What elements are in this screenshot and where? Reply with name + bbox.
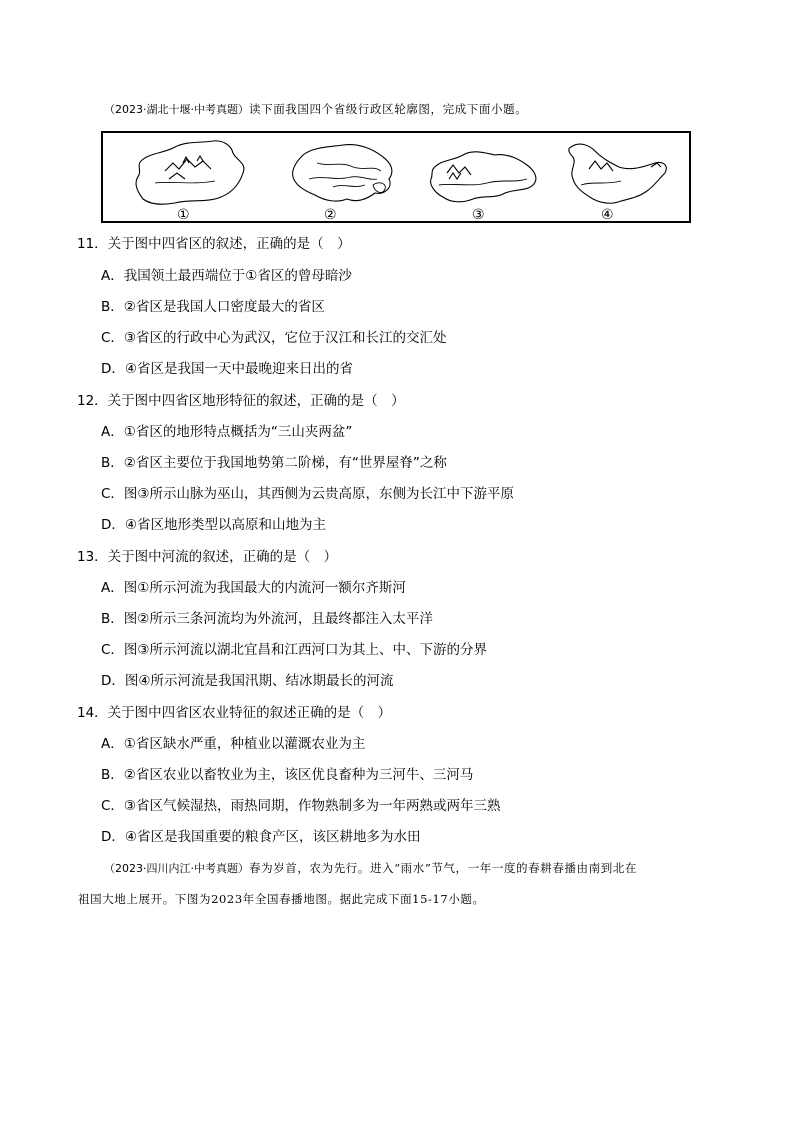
question-14-option-d: D．④省区是我国重要的粮食产区，该区耕地多为水田 <box>101 829 421 845</box>
map-label-2: ② <box>324 207 337 223</box>
question-13-stem: 13．关于图中河流的叙述，正确的是（ ） <box>77 549 338 565</box>
map-label-4: ④ <box>601 207 614 223</box>
intro-source-1: （2023·湖北十堰·中考真题） <box>104 103 249 116</box>
map-label-1: ① <box>177 207 190 223</box>
question-11-stem: 11．关于图中四省区的叙述，正确的是（ ） <box>77 236 351 252</box>
intro-text-2-line-2: 祖国大地上展开。下图为2023年全国春播地图。据此完成下面15-17小题。 <box>78 892 485 906</box>
question-11-option-b: B．②省区是我国人口密度最大的省区 <box>101 299 325 315</box>
province-outline-figure <box>101 131 691 223</box>
intro-text-2-line-1: 春为岁首，农为先行。进入“雨水”节气，一年一度的春耕春播由南到北在 <box>249 861 638 875</box>
question-12-option-c: C．图③所示山脉为巫山，其西侧为云贵高原，东侧为长江中下游平原 <box>101 486 515 502</box>
question-12-option-d: D．④省区地形类型以高原和山地为主 <box>101 517 326 533</box>
question-14-stem: 14．关于图中四省区农业特征的叙述正确的是（ ） <box>77 705 392 721</box>
question-11-option-c: C．③省区的行政中心为武汉，它位于汉江和长江的交汇处 <box>101 330 447 346</box>
question-12-stem: 12．关于图中四省区地形特征的叙述，正确的是（ ） <box>77 393 405 409</box>
province-outline-3 <box>431 152 536 202</box>
intro-paragraph-1 <box>104 98 744 121</box>
intro-source-2: （2023·四川内江·中考真题） <box>104 862 249 875</box>
intro-paragraph-2 <box>78 857 744 910</box>
question-13-option-d: D．图④所示河流是我国汛期、结冰期最长的河流 <box>101 673 394 689</box>
question-11-option-a: A．我国领土最西端位于①省区的曾母暗沙 <box>101 268 352 284</box>
question-13-option-a: A．图①所示河流为我国最大的内流河一额尔齐斯河 <box>101 580 406 596</box>
question-14-option-c: C．③省区气候湿热，雨热同期，作物熟制多为一年两熟或两年三熟 <box>101 798 501 814</box>
province-outline-4 <box>569 144 666 203</box>
province-outline-2 <box>293 145 392 201</box>
question-12-option-a: A．①省区的地形特点概括为“三山夹两盆” <box>101 424 353 440</box>
map-label-3: ③ <box>472 207 485 223</box>
question-12-option-b: B．②省区主要位于我国地势第二阶梯，有“世界屋脊”之称 <box>101 455 447 471</box>
province-outline-1 <box>136 141 244 204</box>
question-13-option-b: B．图②所示三条河流均为外流河，且最终都注入太平洋 <box>101 611 433 627</box>
intro-text-1: 读下面我国四个省级行政区轮廓图，完成下面小题。 <box>249 102 528 116</box>
question-14-option-b: B．②省区农业以畜牧业为主，该区优良畜种为三河牛、三河马 <box>101 767 474 783</box>
question-11-option-d: D．④省区是我国一天中最晚迎来日出的省 <box>101 361 353 377</box>
question-13-option-c: C．图③所示河流以湖北宜昌和江西河口为其上、中、下游的分界 <box>101 642 488 658</box>
question-14-option-a: A．①省区缺水严重，种植业以灌溉农业为主 <box>101 736 366 752</box>
